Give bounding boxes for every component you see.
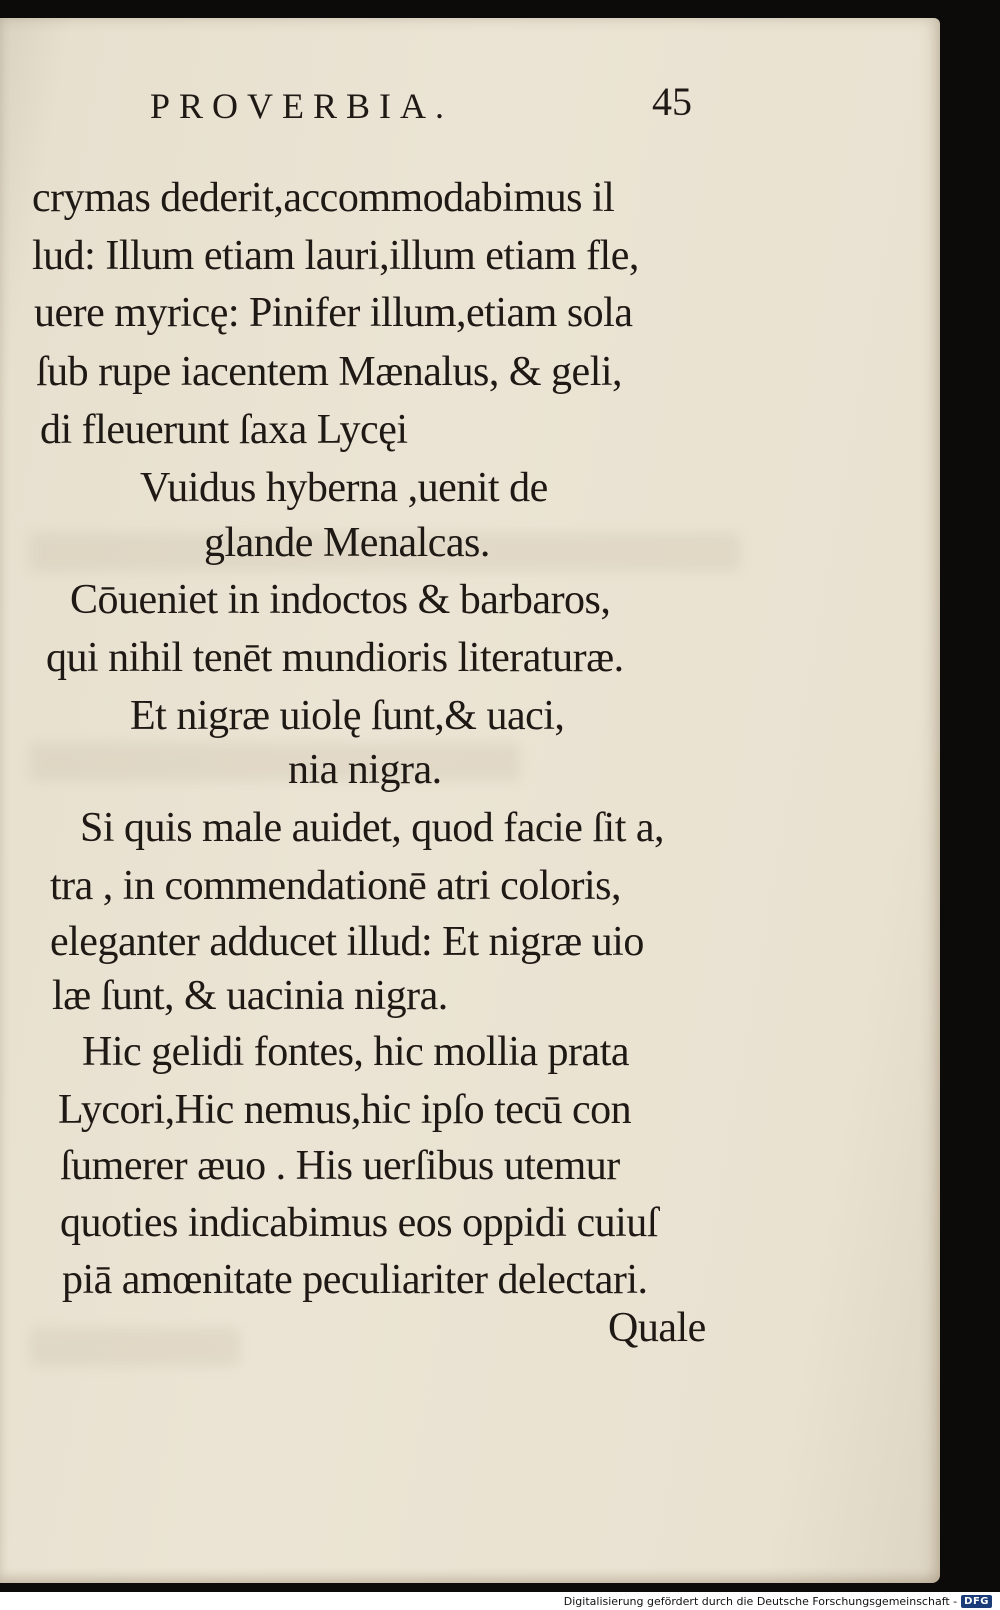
- text-line: qui nihil tenēt mundioris literaturæ.: [46, 635, 624, 681]
- text-line: Hic gelidi fontes, hic mollia prata: [82, 1029, 629, 1075]
- bleed-through-shadow: [30, 743, 520, 781]
- text-line: Vuidus hyberna ,uenit de: [140, 465, 548, 511]
- credit-text: Digitalisierung gefördert durch die Deutsche Forschungsgemeinschaft -: [563, 1595, 958, 1608]
- bleed-through-shadow: [30, 1328, 240, 1366]
- catchword: Quale: [608, 1305, 706, 1351]
- text-line: ſumerer æuo . His uerſibus utemur: [60, 1143, 620, 1189]
- text-line: glande Menalcas.: [204, 520, 490, 566]
- text-line: Lycori,Hic nemus,hic ipſo tecū con: [58, 1087, 632, 1133]
- text-line: eleganter adducet illud: Et nigræ uio: [50, 919, 644, 965]
- text-line: Cōueniet in indoctos & barbaros,: [70, 577, 611, 623]
- dfg-logo: DFG: [961, 1595, 992, 1608]
- text-line: quoties indicabimus eos oppidi cuiuſ: [60, 1200, 658, 1246]
- page-number: 45: [652, 79, 692, 124]
- text-line: Et nigræ uiolę ſunt,& uaci,: [130, 693, 565, 739]
- text-line: lud: Illum etiam lauri,illum etiam fle,: [32, 233, 639, 279]
- text-line: tra , in commendationē atri coloris,: [50, 863, 621, 909]
- digitization-credit: [564, 1595, 992, 1608]
- text-line: piā amœnitate peculiariter delectari.: [62, 1257, 648, 1303]
- running-head: PROVERBIA.: [150, 86, 454, 126]
- text-line: di fleuerunt ſaxa Lycęi: [40, 407, 408, 453]
- text-line: Si quis male auidet, quod facie ſit a,: [80, 805, 665, 851]
- text-line: nia nigra.: [288, 747, 442, 793]
- text-line: ſub rupe iacentem Mænalus, & geli,: [36, 349, 623, 395]
- text-line: uere myricę: Pinifer illum,etiam sola: [34, 290, 633, 336]
- text-line: læ ſunt, & uacinia nigra.: [52, 973, 448, 1019]
- text-line: crymas dederit,accommodabimus il: [32, 175, 615, 221]
